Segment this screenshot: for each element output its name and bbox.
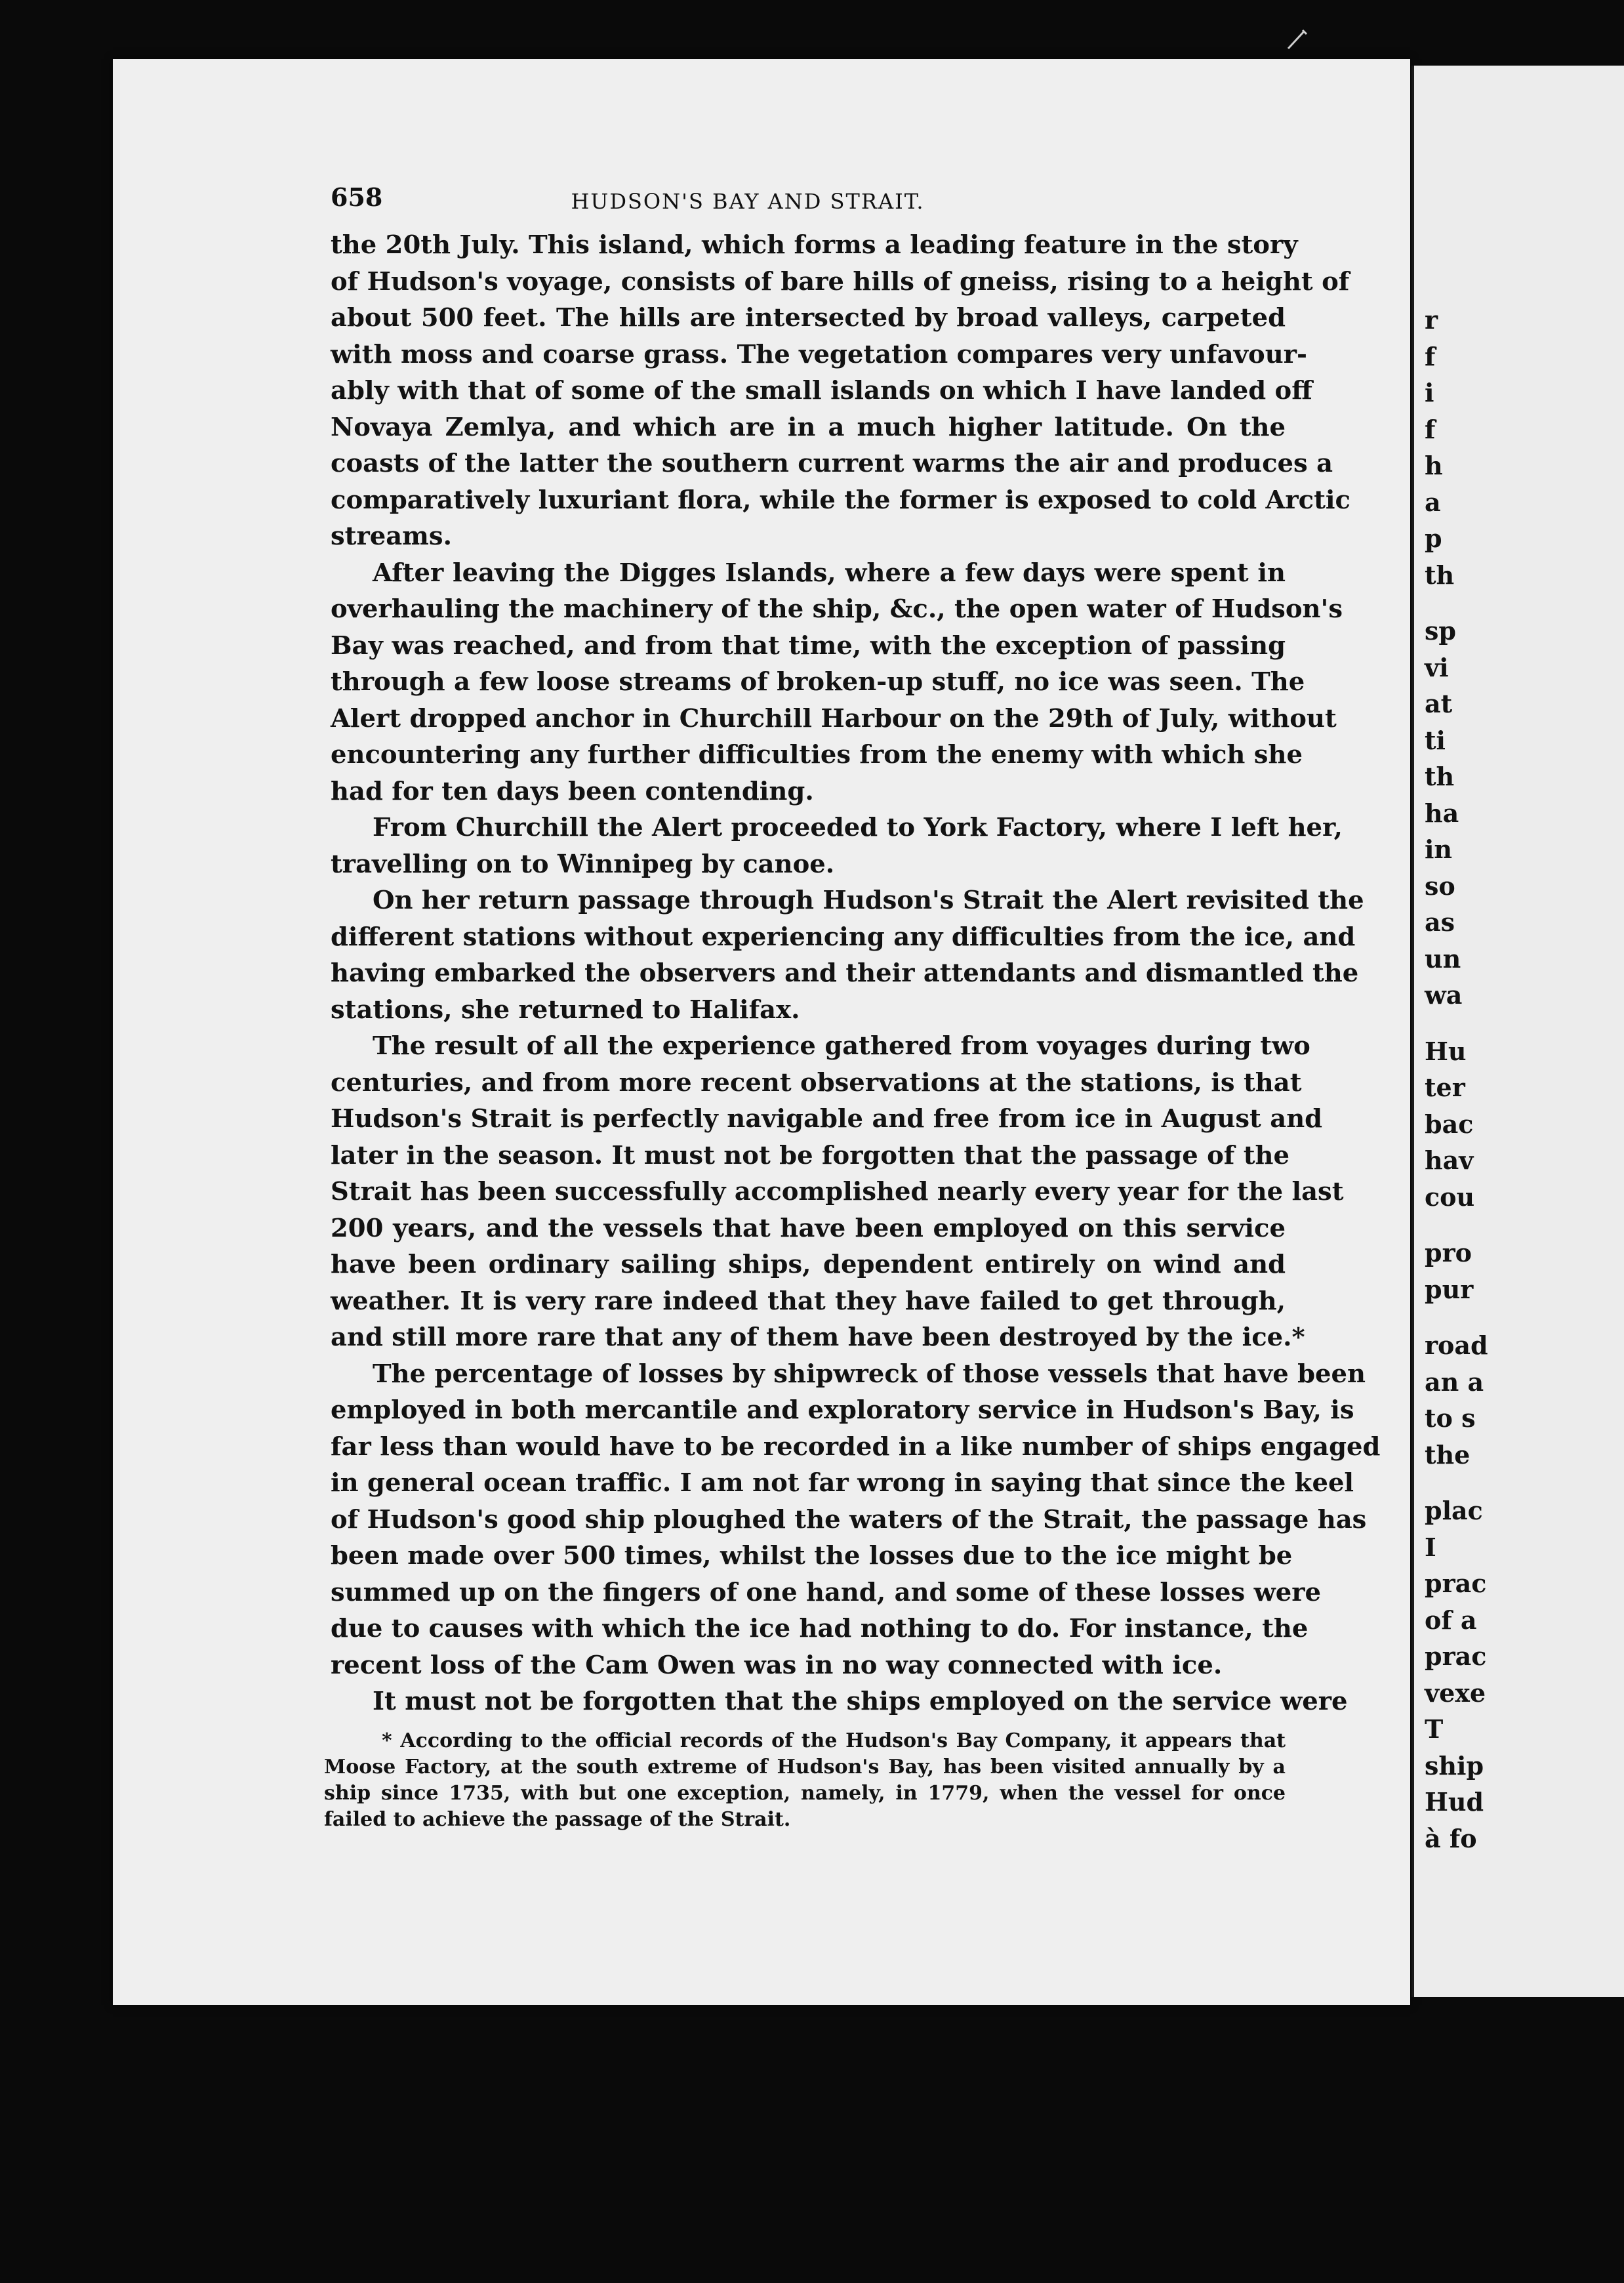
- adjacent-page-fragment: Hu: [1425, 1036, 1467, 1066]
- body-line: employed in both mercantile and exploratory service in Hudson's Bay, is: [331, 1395, 1354, 1425]
- adjacent-page-fragment: I: [1425, 1532, 1436, 1562]
- body-line: and still more rare that any of them have been destroyed by the ice.*: [331, 1323, 1305, 1352]
- body-line: in general ocean traffic. I am not far wrong in saying that since the keel: [331, 1468, 1354, 1498]
- adjacent-page-fragment: to s: [1425, 1403, 1476, 1433]
- body-line: due to causes with which the ice had nothing to do. For instance, the: [331, 1614, 1309, 1643]
- body-line: Hudson's Strait is perfectly navigable and free from ice in August and: [331, 1104, 1323, 1134]
- body-line: stations, she returned to Halifax.: [331, 995, 800, 1025]
- adjacent-page-fragment: p: [1425, 524, 1442, 553]
- adjacent-page-fragment: plac: [1425, 1496, 1483, 1525]
- adjacent-page-fragment: in: [1425, 834, 1453, 864]
- body-line: comparatively luxuriant flora, while the former is exposed to cold Arctic: [331, 485, 1350, 515]
- adjacent-page-fragment: ha: [1425, 798, 1459, 828]
- body-line: summed up on the fingers of one hand, and some of these losses were: [331, 1577, 1322, 1607]
- adjacent-page-fragment: pro: [1425, 1238, 1472, 1267]
- page-content: [210, 177, 1381, 1833]
- adjacent-page-text: [1425, 302, 1621, 1857]
- body-line: travelling on to Winnipeg by canoe.: [331, 849, 835, 879]
- body-line: From Churchill the Alert proceeded to York Factory, where I left her,: [373, 813, 1343, 842]
- body-text: [210, 227, 1381, 1720]
- adjacent-page-fragment: h: [1425, 451, 1443, 480]
- adjacent-page-fragment: vexe: [1425, 1677, 1486, 1708]
- adjacent-page-fragment: r: [1425, 305, 1438, 335]
- adjacent-page-fragment: prac: [1425, 1641, 1487, 1671]
- adjacent-page-fragment: Hud: [1425, 1787, 1484, 1817]
- body-line: far less than would have to be recorded in a like number of ships engaged: [331, 1431, 1381, 1462]
- adjacent-page-fragment: cou: [1425, 1182, 1475, 1212]
- body-line: streams.: [331, 522, 452, 551]
- body-line: had for ten days been contending.: [331, 776, 814, 806]
- body-line: have been ordinary sailing ships, dependent entirely on wind and: [331, 1250, 1286, 1279]
- adjacent-page-fragment: [1425, 593, 1621, 613]
- body-line: Strait has been successfully accomplished nearly every year for the last: [331, 1177, 1344, 1206]
- adjacent-page-fragment: [1425, 1014, 1621, 1033]
- adjacent-page-fragment: as: [1425, 907, 1455, 937]
- body-line: 200 years, and the vessels that have been employed on this service: [331, 1213, 1286, 1243]
- adjacent-page-fragment: [1425, 1473, 1621, 1492]
- book-page: [113, 59, 1410, 2005]
- page-number: 658: [331, 182, 383, 212]
- body-line: coasts of the latter the southern current warms the air and produces a: [331, 449, 1333, 478]
- footnote-line: ship since 1735, with but one exception, namely, in 1779, when the vessel for once: [324, 1781, 1286, 1805]
- adjacent-page-fragment: f: [1425, 414, 1436, 444]
- adjacent-page-fragment: vi: [1425, 652, 1449, 682]
- adjacent-page-fragment: un: [1425, 943, 1461, 974]
- footnote-line: Moose Factory, at the south extreme of Hudson's Bay, has been visited annually by a: [324, 1755, 1286, 1779]
- body-line: ably with that of some of the small islands on which I have landed off: [331, 376, 1312, 405]
- adjacent-page-fragment: sp: [1425, 616, 1456, 646]
- body-line: different stations without experiencing any difficulties from the ice, and: [331, 922, 1356, 952]
- adjacent-page-fragment: à fo: [1425, 1823, 1477, 1853]
- body-line: with moss and coarse grass. The vegetation compares very unfavour-: [331, 339, 1307, 369]
- adjacent-page-fragment: pur: [1425, 1274, 1474, 1304]
- adjacent-page-fragment: so: [1425, 871, 1455, 901]
- adjacent-page-fragment: prac: [1425, 1569, 1487, 1598]
- adjacent-page-fragment: the: [1425, 1439, 1471, 1470]
- body-line: later in the season. It must not be forgotten that the passage of the: [331, 1140, 1290, 1170]
- adjacent-page-fragment: an a: [1425, 1367, 1484, 1397]
- body-line: After leaving the Digges Islands, where a few days were spent in: [373, 558, 1286, 588]
- body-line: encountering any further difficulties from the enemy with which she: [331, 740, 1303, 770]
- adjacent-page-fragment: [1425, 1215, 1621, 1235]
- body-line: been made over 500 times, whilst the losses due to the ice might be: [331, 1541, 1293, 1571]
- body-line: having embarked the observers and their attendants and dismantled the: [331, 958, 1359, 988]
- adjacent-page-fragment: wa: [1425, 980, 1463, 1010]
- body-line: The percentage of losses by shipwreck of those vessels that have been: [373, 1359, 1366, 1389]
- footnote-line: failed to achieve the passage of the Strait.: [324, 1807, 791, 1831]
- body-line: centuries, and from more recent observations at the stations, is that: [331, 1067, 1302, 1098]
- body-line: overhauling the machinery of the ship, &c., the open water of Hudson's: [331, 594, 1343, 624]
- adjacent-page-fragment: ship: [1425, 1750, 1484, 1780]
- footnote: [210, 1728, 1286, 1833]
- body-line: of Hudson's voyage, consists of bare hills of gneiss, rising to a height of: [331, 266, 1350, 297]
- body-line: recent loss of the Cam Owen was in no way connected with ice.: [331, 1650, 1223, 1680]
- body-line: about 500 feet. The hills are intersected by broad valleys, carpeted: [331, 303, 1286, 333]
- adjacent-page-fragment: bac: [1425, 1109, 1474, 1139]
- adjacent-page-fragment: i: [1425, 378, 1434, 407]
- adjacent-page-fragment: th: [1425, 762, 1455, 791]
- running-head: HUDSON'S BAY AND STRAIT.: [571, 189, 925, 214]
- adjacent-page-fragment: T: [1425, 1714, 1444, 1744]
- adjacent-page-fragment: [1425, 1307, 1621, 1327]
- body-line: On her return passage through Hudson's Strait the Alert revisited the: [373, 886, 1364, 915]
- page-header: [210, 177, 1286, 227]
- body-line: Alert dropped anchor in Churchill Harbour on the 29th of July, without: [331, 703, 1337, 733]
- pencil-mark-icon: [1284, 26, 1310, 52]
- adjacent-page-fragment: road: [1425, 1330, 1488, 1360]
- adjacent-page-fragment: hav: [1425, 1145, 1474, 1175]
- body-line: of Hudson's good ship ploughed the waters of the Strait, the passage has: [331, 1504, 1367, 1534]
- footnote-line: * According to the official records of the Hudson's Bay Company, it appears that: [382, 1729, 1286, 1752]
- body-line: Bay was reached, and from that time, with the exception of passing: [331, 630, 1286, 661]
- adjacent-page-fragment: ti: [1425, 725, 1446, 755]
- adjacent-page-fragment: a: [1425, 487, 1441, 517]
- adjacent-page-fragment: at: [1425, 689, 1453, 718]
- body-line: It must not be forgotten that the ships employed on the service were: [373, 1687, 1348, 1716]
- body-line: Novaya Zemlya, and which are in a much higher latitude. On the: [331, 412, 1286, 442]
- adjacent-page-fragment: f: [1425, 341, 1436, 371]
- body-line: through a few loose streams of broken-up stuff, no ice was seen. The: [331, 667, 1305, 697]
- adjacent-page-fragment: ter: [1425, 1073, 1465, 1102]
- body-line: The result of all the experience gathered from voyages during two: [373, 1031, 1310, 1061]
- adjacent-page-fragment: of a: [1425, 1605, 1477, 1635]
- body-line: the 20th July. This island, which forms a leading feature in the story: [331, 230, 1298, 260]
- body-line: weather. It is very rare indeed that they have failed to get through,: [331, 1286, 1286, 1316]
- adjacent-page-fragment: th: [1425, 560, 1455, 590]
